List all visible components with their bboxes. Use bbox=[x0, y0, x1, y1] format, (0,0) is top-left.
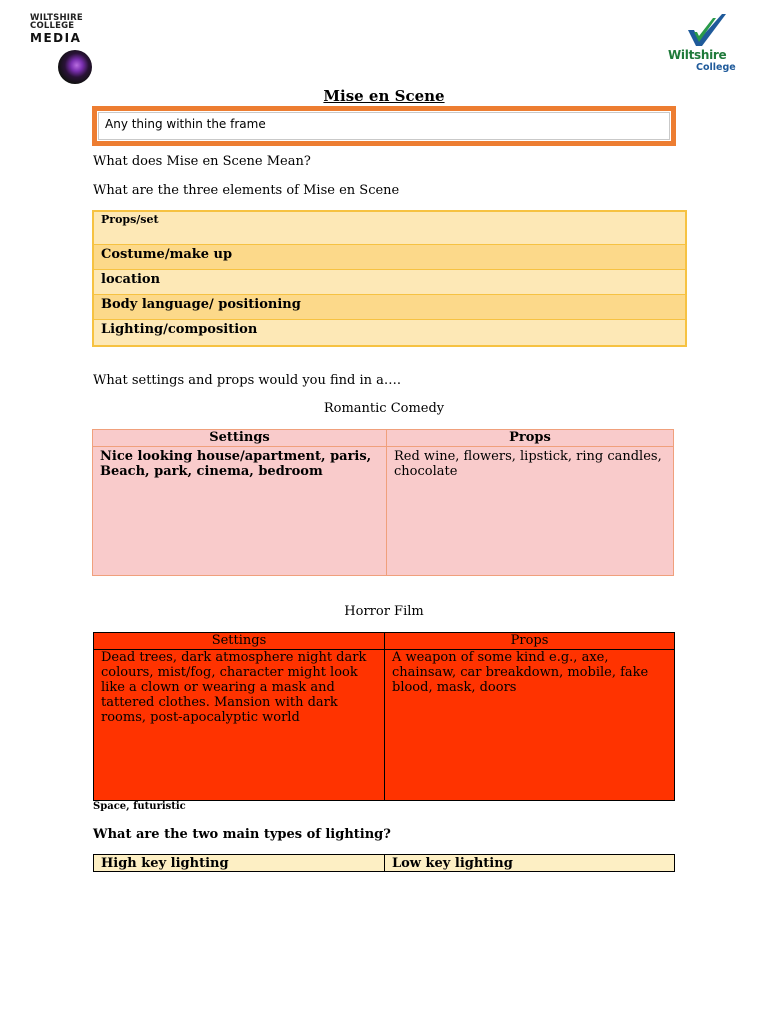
romcom-settings-header: Settings bbox=[93, 430, 387, 447]
horror-settings-header: Settings bbox=[94, 633, 385, 650]
lighting-table bbox=[93, 854, 675, 872]
high-key-cell: High key lighting bbox=[94, 855, 385, 872]
media-logo-line3: MEDIA bbox=[30, 31, 82, 45]
media-logo-line2: COLLEGE bbox=[30, 21, 75, 31]
romcom-settings-cell: Nice looking house/apartment, paris, Beach, park, cinema, bedroom bbox=[93, 447, 387, 576]
question-elements: What are the three elements of Mise en Scene bbox=[93, 183, 400, 198]
media-logo bbox=[30, 14, 96, 74]
romcom-props-header: Props bbox=[387, 430, 674, 447]
horror-table bbox=[93, 632, 675, 801]
horror-props-header: Props bbox=[385, 633, 675, 650]
college-logo-line1: Wiltshire bbox=[668, 48, 727, 62]
elements-table bbox=[92, 210, 687, 347]
question-meaning: What does Mise en Scene Mean? bbox=[93, 154, 311, 169]
romcom-table bbox=[92, 429, 674, 576]
romcom-heading: Romantic Comedy bbox=[323, 401, 445, 416]
element-row: location bbox=[94, 270, 685, 295]
element-row: Body language/ positioning bbox=[94, 295, 685, 320]
horror-settings-cell: Dead trees, dark atmosphere night dark colours, mist/fog, character might look like a clown or wearing a mask and tattered clothes. Mansion with dark rooms, post-apocalyptic world bbox=[94, 650, 385, 801]
horror-heading: Horror Film bbox=[344, 604, 424, 619]
question-lighting: What are the two main types of lighting? bbox=[93, 827, 391, 842]
media-logo-line1: WILTSHIRE bbox=[30, 13, 83, 23]
definition-answer-box bbox=[92, 106, 676, 146]
checkmark-icon bbox=[686, 12, 730, 48]
college-logo-line2: College bbox=[696, 62, 736, 73]
definition-answer-text: Any thing within the frame bbox=[105, 117, 266, 131]
college-logo bbox=[668, 12, 738, 74]
camera-lens-icon bbox=[58, 50, 92, 84]
low-key-cell: Low key lighting bbox=[385, 855, 675, 872]
element-row: Costume/make up bbox=[94, 245, 685, 270]
element-row: Props/set bbox=[94, 212, 685, 245]
romcom-props-cell: Red wine, flowers, lipstick, ring candles, chocolate bbox=[387, 447, 674, 576]
element-row: Lighting/composition bbox=[94, 320, 685, 345]
space-label: Space, futuristic bbox=[93, 801, 186, 812]
question-settings-props: What settings and props would you find in a…. bbox=[93, 373, 402, 388]
page-title: Mise en Scene bbox=[323, 87, 445, 105]
horror-props-cell: A weapon of some kind e.g., axe, chainsaw, car breakdown, mobile, fake blood, mask, doors bbox=[385, 650, 675, 801]
